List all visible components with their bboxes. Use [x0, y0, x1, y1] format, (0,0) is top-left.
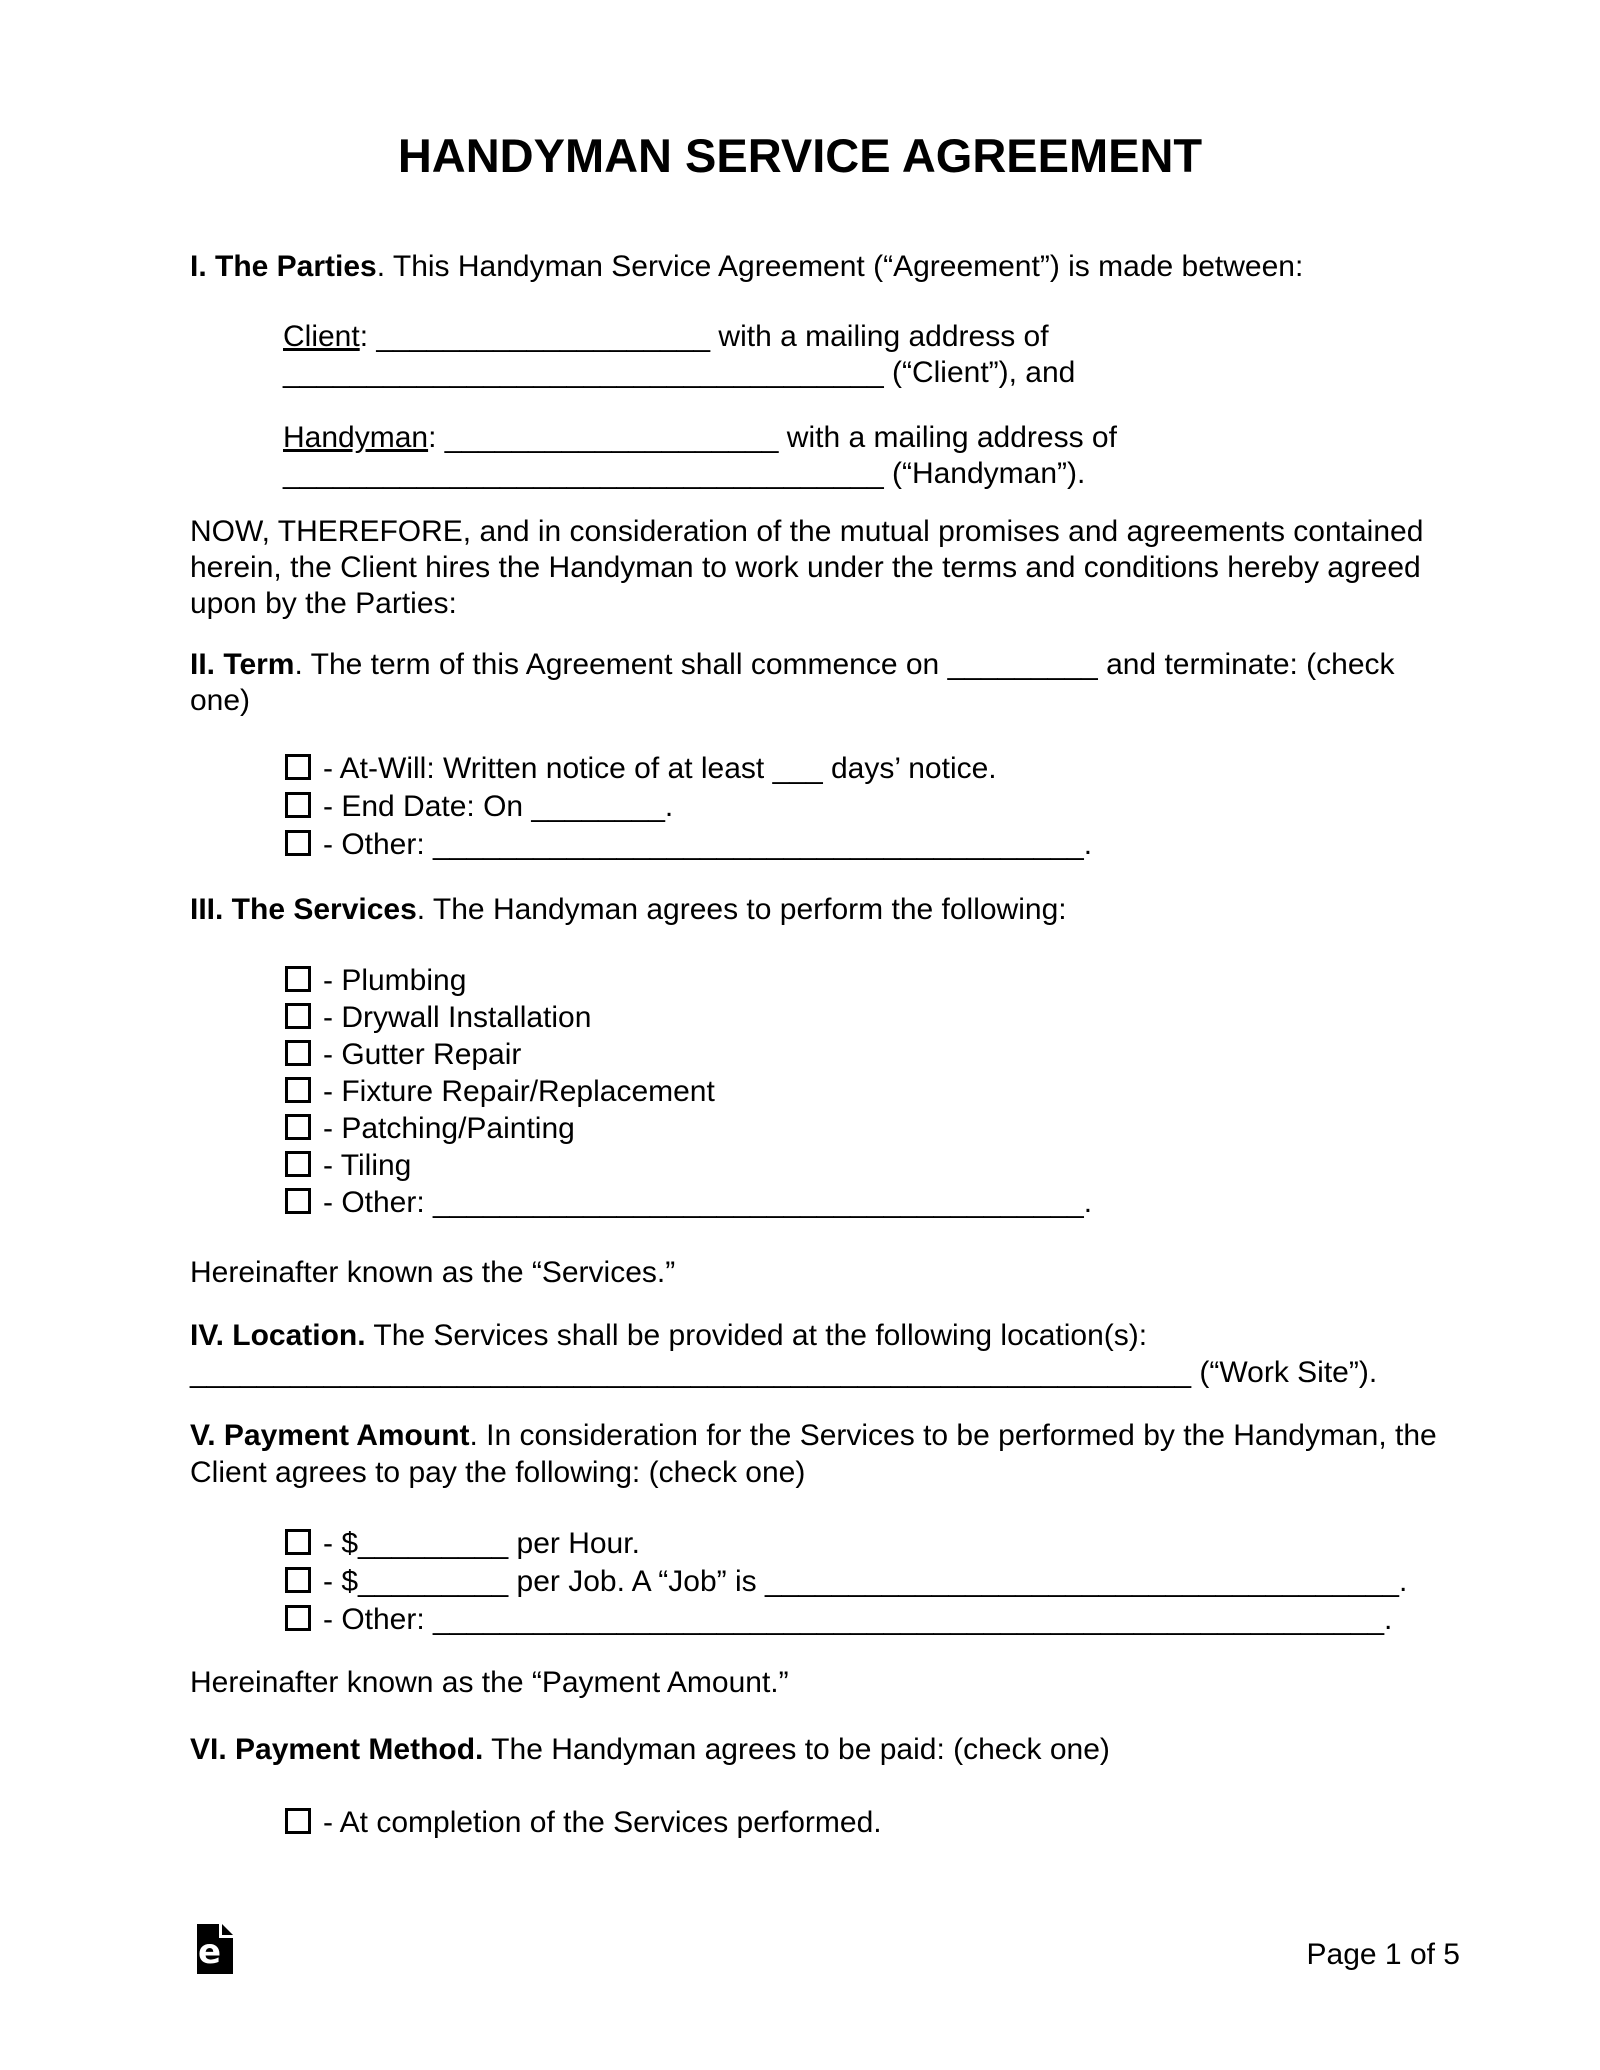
parties-heading-number: I. The Parties: [190, 250, 377, 283]
service-option-fixture: [285, 1073, 1092, 1110]
recital-line-2: herein, the Client hires the Handyman to work under the terms and conditions hereby agreed: [190, 551, 1421, 584]
checkbox-fixture[interactable]: [285, 1077, 311, 1103]
page-number-label: Page 1 of 5: [1306, 1938, 1460, 1971]
services-outro: Hereinafter known as the “Services.”: [190, 1256, 676, 1289]
checkbox-tiling[interactable]: [285, 1151, 311, 1177]
recital-line-3: upon by the Parties:: [190, 587, 457, 620]
term-heading-line-2: one): [190, 684, 251, 717]
client-line-1-rest: : ____________________ with a mailing address of: [359, 320, 1049, 353]
service-option-gutter-label: - Gutter Repair: [323, 1038, 522, 1071]
recital-line-1: NOW, THEREFORE, and in consideration of the mutual promises and agreements contained: [190, 515, 1424, 548]
payment-option-other: [285, 1601, 1407, 1639]
service-option-other-label: - Other: _______________________________________.: [323, 1186, 1093, 1219]
service-option-drywall: [285, 999, 1092, 1036]
term-option-end-date-label: - End Date: On ________.: [323, 790, 674, 823]
payment-amount-heading-line-2: Client agrees to pay the following: (check one): [190, 1456, 806, 1489]
service-option-plumbing-label: - Plumbing: [323, 964, 467, 997]
section-term-heading: [190, 647, 1395, 719]
location-blank-line: ____________________________________________________________ (“Work Site”).: [190, 1356, 1378, 1389]
payment-method-heading-text: The Handyman agrees to be paid: (check one): [483, 1733, 1110, 1766]
term-option-at-will: [285, 750, 1092, 788]
payment-method-option-completion: [285, 1804, 882, 1842]
service-option-plumbing: [285, 962, 1092, 999]
document-title: HANDYMAN SERVICE AGREEMENT: [397, 129, 1203, 182]
payment-method-options-list: [285, 1804, 882, 1842]
client-line-2: ____________________________________ (“Client”), and: [283, 356, 1076, 389]
term-options-list: [285, 750, 1092, 864]
service-option-other: [285, 1184, 1092, 1221]
term-heading-text: . The term of this Agreement shall commence on _________ and terminate: (check: [294, 648, 1395, 681]
term-option-at-will-label: - At-Will: Written notice of at least ___ days’ notice.: [323, 752, 997, 785]
payment-option-other-label: - Other: _________________________________________________________.: [323, 1603, 1393, 1636]
checkbox-term-other[interactable]: [285, 830, 311, 856]
payment-amount-outro: Hereinafter known as the “Payment Amount.”: [190, 1666, 789, 1699]
payment-option-per-job: [285, 1563, 1407, 1601]
payment-method-heading-number: VI. Payment Method.: [190, 1733, 484, 1766]
checkbox-end-date[interactable]: [285, 792, 311, 818]
section-services-heading: [190, 892, 1067, 928]
payment-option-per-hour-label: - $_________ per Hour.: [323, 1527, 640, 1560]
service-option-patching: [285, 1110, 1092, 1147]
handyman-line-1: [283, 420, 1117, 456]
parties-heading-text: . This Handyman Service Agreement (“Agreement”) is made between:: [376, 250, 1304, 283]
checkbox-patching[interactable]: [285, 1114, 311, 1140]
payment-amount-options-list: [285, 1525, 1407, 1639]
checkbox-per-job[interactable]: [285, 1567, 311, 1593]
handyman-line-2: ____________________________________ (“Handyman”).: [283, 457, 1086, 490]
payment-option-per-job-label: - $_________ per Job. A “Job” is ______________________________________.: [323, 1565, 1408, 1598]
section-location: [190, 1317, 1377, 1391]
services-options-list: [285, 962, 1092, 1221]
payment-amount-heading-line-1: [190, 1417, 1437, 1454]
service-option-tiling: [285, 1147, 1092, 1184]
services-heading-text: . The Handyman agrees to perform the following:: [416, 893, 1067, 926]
service-option-patching-label: - Patching/Painting: [323, 1112, 575, 1145]
section-payment-amount-heading: [190, 1417, 1437, 1491]
recital-paragraph: [190, 514, 1423, 622]
service-option-tiling-label: - Tiling: [323, 1149, 412, 1182]
term-option-other: [285, 826, 1092, 864]
payment-amount-heading-number: V. Payment Amount: [190, 1419, 470, 1452]
checkbox-per-hour[interactable]: [285, 1529, 311, 1555]
service-option-fixture-label: - Fixture Repair/Replacement: [323, 1075, 715, 1108]
service-option-drywall-label: - Drywall Installation: [323, 1001, 592, 1034]
payment-method-option-completion-label: - At completion of the Services performed.: [323, 1806, 882, 1839]
location-heading-line: [190, 1317, 1377, 1354]
payment-option-per-hour: [285, 1525, 1407, 1563]
handyman-label: Handyman: [283, 421, 429, 454]
checkbox-at-will[interactable]: [285, 754, 311, 780]
term-option-end-date: [285, 788, 1092, 826]
checkbox-plumbing[interactable]: [285, 966, 311, 992]
term-heading-number: II. Term: [190, 648, 295, 681]
section-parties-heading: [190, 249, 1303, 285]
party-handyman-block: [283, 420, 1117, 492]
term-option-other-label: - Other: _______________________________________.: [323, 828, 1093, 861]
checkbox-payment-other[interactable]: [285, 1605, 311, 1631]
handyman-line-1-rest: : ____________________ with a mailing address of: [428, 421, 1117, 454]
eforms-logo-icon: [197, 1924, 233, 1974]
location-heading-text: The Services shall be provided at the following location(s):: [365, 1319, 1148, 1352]
payment-amount-heading-text: . In consideration for the Services to be performed by the Handyman, the: [469, 1419, 1437, 1452]
checkbox-services-other[interactable]: [285, 1188, 311, 1214]
checkbox-at-completion[interactable]: [285, 1808, 311, 1834]
location-heading-number: IV. Location.: [190, 1319, 366, 1352]
client-label: Client: [283, 320, 360, 353]
client-line-1: [283, 319, 1075, 355]
section-payment-method-heading: [190, 1732, 1110, 1768]
checkbox-gutter[interactable]: [285, 1040, 311, 1066]
term-heading-line-1: [190, 647, 1395, 683]
party-client-block: [283, 319, 1075, 391]
eforms-logo-letter: e: [197, 1932, 222, 1972]
service-option-gutter: [285, 1036, 1092, 1073]
checkbox-drywall[interactable]: [285, 1003, 311, 1029]
services-heading-number: III. The Services: [190, 893, 417, 926]
